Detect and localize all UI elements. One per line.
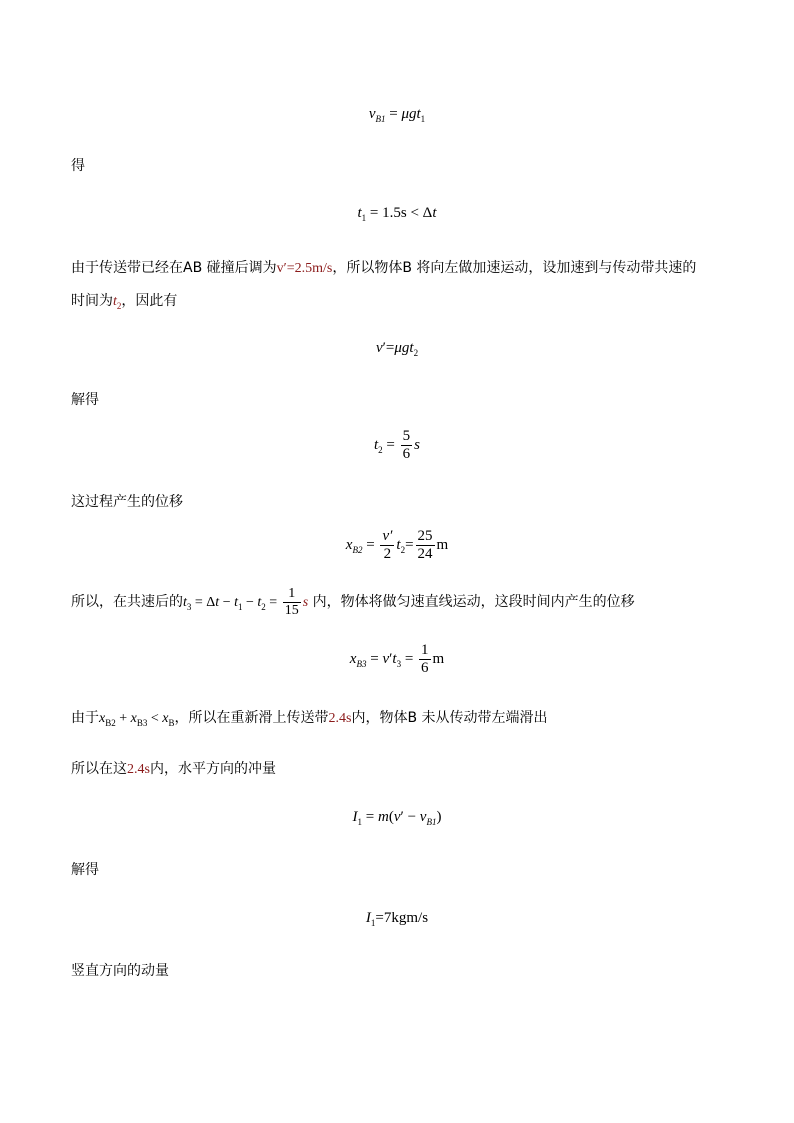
- belt-t2: $t_2$: [113, 294, 122, 311]
- t3-unit: s: [302, 595, 309, 610]
- belt-text-2: ，所以物体B 将向左做加速运动，设加速到与传动带共速的: [332, 260, 697, 276]
- equation-impulse: $I_1 = m(v' - v_{B1})$: [352, 809, 442, 827]
- compare-text-2: ，所以在重新滑上传送带: [174, 710, 329, 726]
- belt-velocity: v′=2.5m/s: [276, 261, 333, 276]
- impulse-text-2: 内，水平方向的冲量: [149, 761, 276, 777]
- belt-text-1: 由于传送带已经在AB 碰撞后调为: [71, 260, 277, 276]
- belt-text-4: ，因此有: [121, 293, 178, 309]
- t3-text-1: 所以，在共速后的: [71, 594, 183, 610]
- text-jiede-2: 解得: [71, 862, 99, 878]
- t3-text-2: 内，物体将做匀速直线运动，这段时间内产生的位移: [312, 594, 635, 610]
- fraction-1-15: $\frac{1}{15}$: [284, 585, 299, 618]
- equation-impulse-value: $I_1=7kgm/s$: [365, 910, 429, 928]
- compare-math: $x_{B2} + x_{B3} < x_B$: [99, 711, 175, 728]
- equation-xb2: $x_{B2}$ = $\frac{v'}{2}$ $t_2=$ $\frac{25}{24}$ m: [345, 528, 449, 562]
- paragraph-compare: [71, 702, 731, 739]
- text-de: 得: [71, 158, 85, 174]
- equation-vb1: $v_{B1} = \mu gt_1$: [368, 106, 426, 124]
- equation-t1: $t_1 = 1.5s < \Delta t$: [357, 205, 437, 223]
- belt-text-3: 时间为: [71, 293, 113, 309]
- text-vertical-momentum: 竖直方向的动量: [71, 963, 169, 979]
- fraction-1-6: $\frac{1}{6}$: [421, 642, 429, 676]
- impulse-duration: 2.4s: [127, 762, 150, 777]
- compare-text-1: 由于: [71, 710, 99, 726]
- equation-t2: $t_2$ = $\frac{5}{6}$ s: [374, 428, 420, 462]
- fraction-25-24: $\frac{25}{24}$: [417, 528, 433, 562]
- fraction-v-over-2: $\frac{v'}{2}$: [382, 528, 393, 562]
- paragraph-impulse: [71, 753, 731, 786]
- t3-math: $t_3 = \Delta t - t_1 - t_2$ =: [183, 595, 281, 612]
- equation-v-prime: v′=μgt$_2$: [375, 340, 419, 358]
- fraction-5-6: $\frac{5}{6}$: [402, 428, 411, 462]
- equation-xb3: $x_{B3} = v't_3$ = $\frac{1}{6}$ m: [349, 642, 445, 676]
- text-displacement: 这过程产生的位移: [71, 494, 183, 510]
- paragraph-belt: [71, 252, 731, 322]
- impulse-text-1: 所以在这: [71, 761, 127, 777]
- compare-duration: 2.4s: [328, 711, 352, 726]
- text-jiede-1: 解得: [71, 392, 99, 408]
- compare-text-3: 内，物体B 未从传动带左端滑出: [351, 710, 548, 726]
- paragraph-t3: [71, 584, 731, 625]
